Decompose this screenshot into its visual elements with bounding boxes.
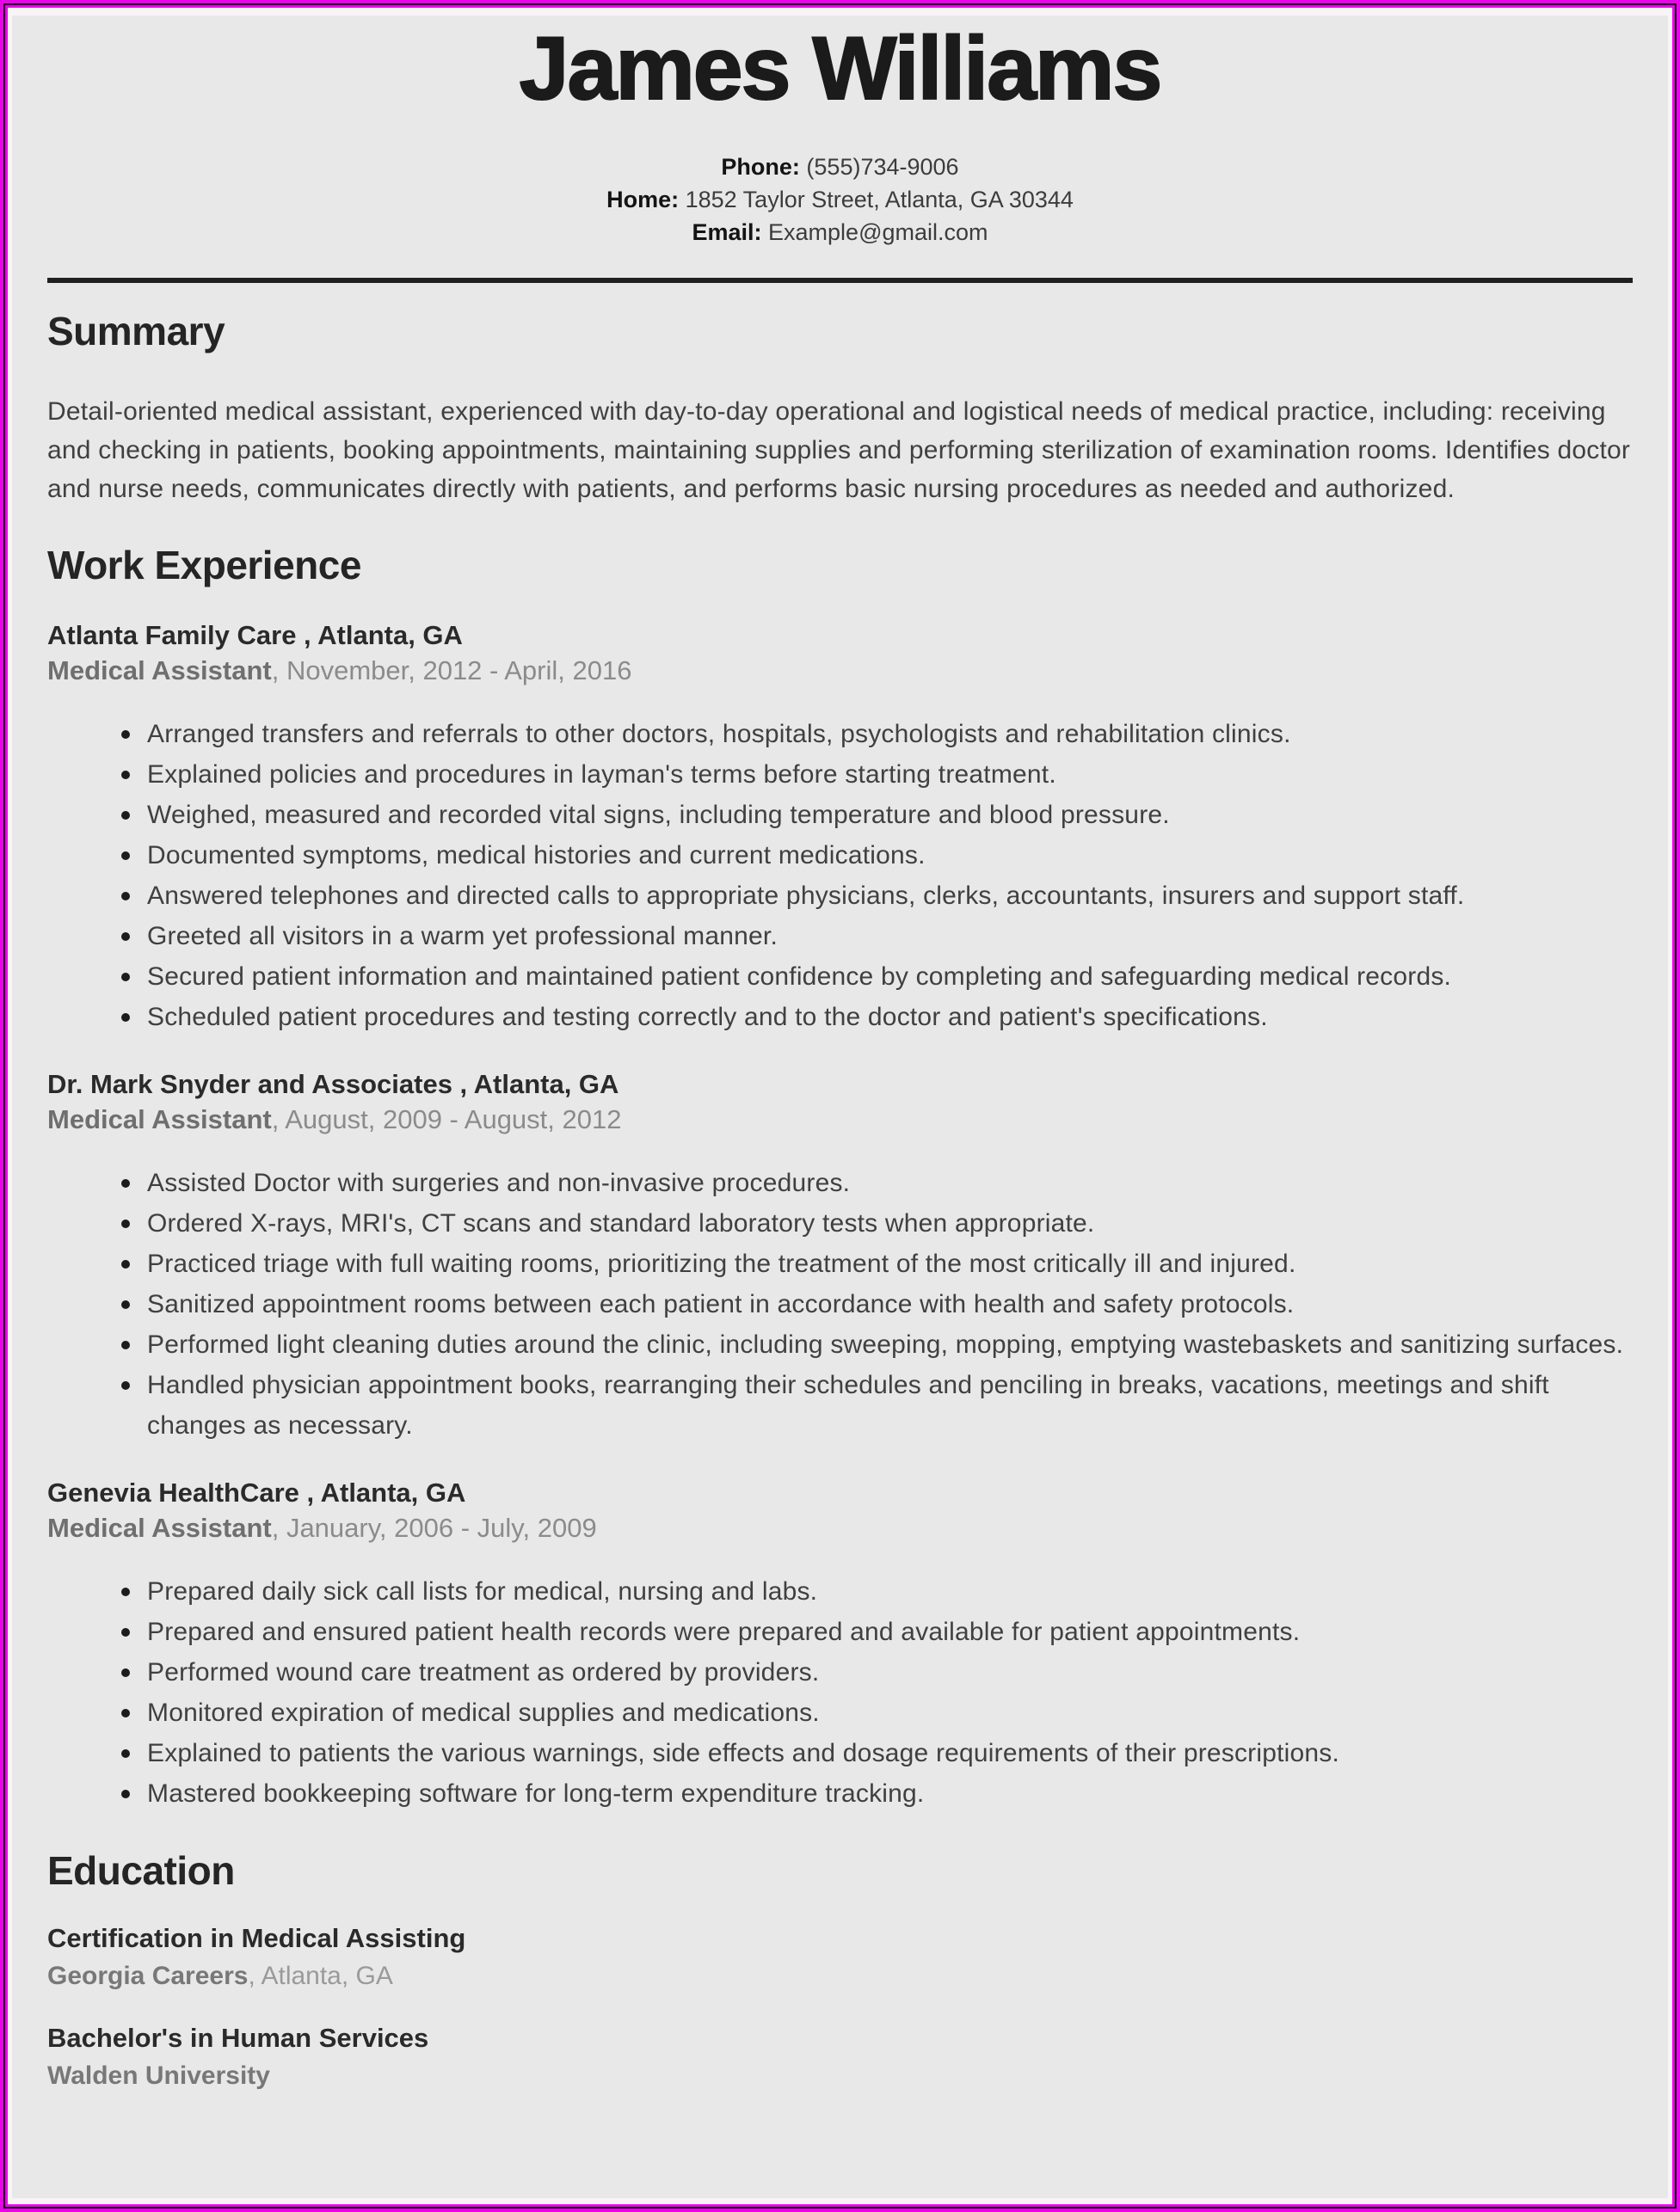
contact-block [47,151,1633,249]
job-role: Medical Assistant [47,1103,272,1134]
bullet-item: Practiced triage with full waiting rooms, prioritizing the treatment of the most critically ill and injured. [116,1244,1633,1284]
bullet-item: Performed wound care treatment as ordered by providers. [116,1652,1633,1693]
job-subtitle [47,1511,1633,1545]
education-degree: Bachelor's in Human Services [47,2022,429,2053]
job-company: Genevia HealthCare [47,1477,299,1508]
bullet-item: Monitored expiration of medical supplies and medications. [116,1693,1633,1733]
summary-section-title: Summary [47,309,225,354]
resume-name: James Williams [519,19,1161,119]
bullet-item: Sanitized appointment rooms between each patient in accordance with health and safety protocols. [116,1284,1633,1324]
job-subtitle [47,1103,1633,1137]
bullet-item: Answered telephones and directed calls to appropriate physicians, clerks, accountants, insurers and support staff. [116,876,1633,916]
job-role: Medical Assistant [47,654,272,685]
bullet-item: Assisted Doctor with surgeries and non-invasive procedures. [116,1163,1633,1203]
job-bullet-list [47,1571,1633,1814]
contact-label: Home: [606,187,680,213]
job-subtitle [47,654,1633,688]
summary-paragraph: Detail-oriented medical assistant, experienced with day-to-day operational and logistical needs of medical practice, including: receiving and checking in patients, booking appointments, maintaining supplies and performing sterilization of examination rooms. Identifies doctor and nurse needs, communicates directly with patients, and performs basic nursing procedures as needed and authorized. [47,397,1631,504]
education-section-title: Education [47,1847,235,1893]
job-entry [47,1477,1633,1814]
job-dates: , November, 2012 - April, 2016 [271,654,632,685]
job-title [47,1068,1633,1101]
job-title [47,1477,1633,1509]
bullet-item: Ordered X-rays, MRI's, CT scans and standard laboratory tests when appropriate. [116,1203,1633,1244]
job-company: Atlanta Family Care [47,619,297,650]
job-dates: , January, 2006 - July, 2009 [271,1512,597,1543]
bullet-item: Documented symptoms, medical histories and current medications. [116,835,1633,876]
job-company: Dr. Mark Snyder and Associates [47,1068,452,1099]
bullet-item: Performed light cleaning duties around the clinic, including sweeping, mopping, emptying wastebaskets and sanitizing surfaces. [116,1324,1633,1365]
bullet-item: Secured patient information and maintained patient confidence by completing and safeguarding medical records. [116,956,1633,997]
bullet-item: Prepared and ensured patient health records were prepared and available for patient appointments. [116,1612,1633,1652]
bullet-item: Mastered bookkeeping software for long-term expenditure tracking. [116,1773,1633,1814]
contact-line [47,183,1633,216]
education-school: Georgia Careers [47,1961,249,1990]
job-location: , Atlanta, GA [298,1477,466,1508]
work-experience-list [47,619,1633,1814]
contact-label: Email: [692,219,762,246]
bullet-item: Prepared daily sick call lists for medical, nursing and labs. [116,1571,1633,1612]
education-school-line [47,1959,1633,1994]
job-location: , Atlanta, GA [452,1068,619,1099]
job-entry [47,619,1633,1037]
bullet-item: Handled physician appointment books, rearranging their schedules and penciling in breaks, vacations, meetings and shift changes as necessary. [116,1365,1633,1446]
job-dates: , August, 2009 - August, 2012 [271,1103,622,1134]
education-school: Walden University [47,2061,270,2090]
resume-page [12,15,1668,2198]
job-location: , Atlanta, GA [296,619,463,650]
education-school-line [47,2059,1633,2093]
contact-value: 1852 Taylor Street, Atlanta, GA 30344 [679,187,1074,213]
contact-label: Phone: [721,154,800,181]
job-role: Medical Assistant [47,1512,272,1543]
contact-line [47,151,1633,183]
job-bullet-list [47,714,1633,1037]
job-entry [47,1068,1633,1446]
bullet-item: Arranged transfers and referrals to other doctors, hospitals, psychologists and rehabilitation clinics. [116,714,1633,754]
bullet-item: Explained policies and procedures in layman's terms before starting treatment. [116,754,1633,795]
job-bullet-list [47,1163,1633,1446]
education-list [47,1921,1633,2093]
section-divider [47,278,1633,283]
bullet-item: Scheduled patient procedures and testing correctly and to the doctor and patient's specifications. [116,997,1633,1037]
contact-value: (555)734-9006 [799,154,959,181]
bullet-item: Weighed, measured and recorded vital signs, including temperature and blood pressure. [116,795,1633,835]
education-entry [47,2021,1633,2093]
education-entry [47,1921,1633,1994]
contact-value: Example@gmail.com [761,219,988,246]
education-degree: Certification in Medical Assisting [47,1922,466,1953]
job-title [47,619,1633,652]
education-location: , Atlanta, GA [248,1961,393,1990]
bullet-item: Explained to patients the various warnings, side effects and dosage requirements of their prescriptions. [116,1733,1633,1773]
bullet-item: Greeted all visitors in a warm yet professional manner. [116,916,1633,956]
contact-line [47,216,1633,249]
work-experience-section-title: Work Experience [47,543,361,588]
